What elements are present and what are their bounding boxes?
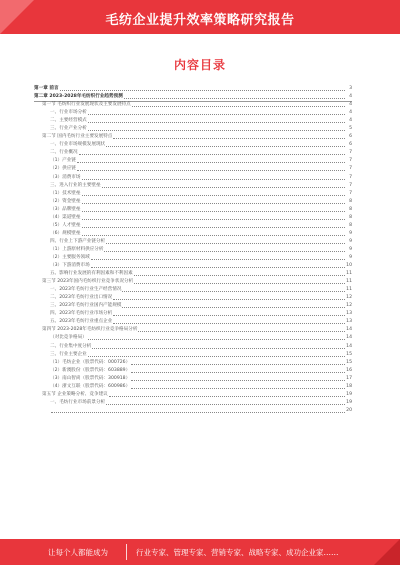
toc-leader-dots: [60, 87, 345, 91]
toc-entry-page: 14: [346, 335, 352, 341]
toc-entry-page: 8: [349, 206, 352, 212]
toc-entry-page: 12: [346, 303, 352, 309]
toc-entry-page: 7: [349, 158, 352, 164]
toc-entry-page: 12: [346, 295, 352, 301]
toc-entry-title: （3）下游消费市场: [50, 263, 90, 269]
toc-entry[interactable]: [34, 254, 352, 262]
report-title: 毛纺企业提升效率策略研究报告: [105, 13, 295, 28]
toc-entry[interactable]: [34, 230, 352, 238]
toc-leader-dots: [102, 184, 345, 188]
toc-entry[interactable]: [34, 190, 352, 198]
toc-entry[interactable]: [34, 85, 352, 93]
toc-entry[interactable]: [34, 407, 352, 415]
toc-entry-page: 7: [349, 166, 352, 172]
toc-entry-title: （3）消费市场: [50, 174, 81, 180]
toc-leader-dots: [82, 224, 346, 228]
toc-entry-title: 五、2023年毛纺行业重点企业: [50, 319, 113, 325]
toc-entry-title: 第五节 企业策略分析、竞争建议: [42, 391, 108, 397]
toc-entry-title: （1）上游原材料供应分析: [50, 246, 104, 252]
toc-leader-dots: [88, 353, 345, 357]
toc-entry-page: 4: [349, 110, 352, 116]
toc-entry-page: 19: [346, 391, 352, 397]
toc-entry-page: 7: [349, 190, 352, 196]
toc-entry-page: 6: [349, 134, 352, 140]
toc-entry[interactable]: [34, 165, 352, 173]
toc-entry-title: （4）浙文互联（股票代码：600986）: [50, 383, 131, 389]
toc-entry[interactable]: [34, 101, 352, 109]
toc-entry-title: 二、2023年毛纺行业出口情况: [50, 295, 113, 301]
toc-entry[interactable]: [34, 157, 352, 165]
toc-entry-title: （3）南山智尚（股票代码：300918）: [50, 375, 131, 381]
toc-entry[interactable]: [34, 367, 352, 375]
toc-entry-title: （4）渠道壁垒: [50, 214, 81, 220]
toc-entry[interactable]: [34, 391, 352, 399]
toc-entry-page: 19: [346, 399, 352, 405]
toc-entry-page: 17: [346, 375, 352, 381]
toc-entry[interactable]: [34, 278, 352, 286]
toc-leader-dots: [113, 312, 345, 316]
toc-entry-title: （2）资金壁垒: [50, 198, 81, 204]
toc-entry-title: 一、毛纺行业市场前景分析: [50, 399, 106, 405]
toc-entry-title: 第一节 毛纺织行业发展现状及主要发展特点: [42, 102, 131, 108]
toc-leader-dots: [104, 248, 345, 252]
toc-entry[interactable]: [34, 93, 352, 101]
toc-entry-page: 13: [346, 311, 352, 317]
toc-entry[interactable]: [34, 351, 352, 359]
toc-entry-page: 11: [346, 271, 352, 277]
toc-entry[interactable]: [34, 310, 352, 318]
toc-leader-dots: [106, 240, 345, 244]
toc-entry[interactable]: [34, 326, 352, 334]
toc-entry-page: 14: [346, 343, 352, 349]
toc-entry-page: 16: [346, 367, 352, 373]
toc-entry-page: 9: [349, 255, 352, 260]
toc-entry-page: 7: [349, 150, 352, 156]
toc-leader-dots: [82, 176, 346, 180]
toc-leader-dots: [131, 369, 345, 373]
footer-separator: [126, 544, 127, 560]
toc-entry-title: 三、2023年毛纺行业国内产能规模: [50, 303, 122, 309]
toc-entry[interactable]: [34, 198, 352, 206]
toc-leader-dots: [77, 167, 345, 171]
toc-leader-dots: [82, 232, 346, 236]
toc-entry-page: 11: [346, 279, 352, 285]
toc-leader-dots: [88, 336, 345, 340]
toc-entry-title: 第一章 前言: [34, 86, 59, 92]
toc-entry-title: 第三节 2023年国内毛纺织行业竞争状况分析: [42, 279, 134, 285]
footer-slogan-left: 让每个人都能成为: [48, 548, 108, 557]
toc-entry-page: 10: [346, 263, 352, 269]
toc-leader-dots: [134, 272, 345, 276]
toc-entry-title: 第二节 国内毛纺行业主要发展特点: [42, 134, 113, 140]
toc-leader-dots: [122, 304, 345, 308]
toc-leader-dots: [131, 377, 345, 381]
toc-entry[interactable]: [34, 182, 352, 190]
toc-entry-page: 6: [349, 142, 352, 148]
toc-entry-page: 9: [349, 238, 352, 244]
toc-leader-dots: [88, 119, 345, 123]
toc-entry-page: 7: [349, 174, 352, 180]
toc-entry-page: 4: [349, 102, 352, 108]
toc-entry[interactable]: [34, 270, 352, 278]
toc-entry[interactable]: [34, 318, 352, 326]
toc-entry[interactable]: [34, 206, 352, 214]
toc-leader-dots: [82, 192, 346, 196]
toc-entry-title: （2）供应链: [50, 166, 76, 172]
toc-leader-dots: [82, 216, 346, 220]
toc-entry[interactable]: [34, 334, 352, 342]
toc-entry[interactable]: [34, 238, 352, 246]
toc-entry[interactable]: [34, 222, 352, 230]
toc-entry[interactable]: [34, 133, 352, 141]
footer-slogan-right: 行业专家、管理专家、营销专家、战略专家、成功企业家……: [136, 548, 339, 557]
toc-leader-dots: [113, 135, 345, 139]
toc-entry-title: （1）产业链: [50, 158, 76, 164]
toc-entry[interactable]: [34, 286, 352, 294]
toc-leader-dots: [106, 143, 345, 147]
toc-entry-page: 15: [346, 359, 352, 365]
toc-entry[interactable]: [34, 294, 352, 302]
toc-leader-dots: [109, 393, 345, 397]
toc-entry[interactable]: [34, 302, 352, 310]
toc-entry-title: （6）规模壁垒: [50, 230, 81, 236]
toc-leader-dots: [106, 401, 345, 405]
toc-entry-page: 4: [349, 94, 352, 100]
toc-entry[interactable]: [34, 343, 352, 351]
toc-entry-title: （1）毛纺企业（股票代码：000726）: [50, 359, 131, 365]
toc-leader-dots: [82, 208, 346, 212]
toc-entry-title: 二、行业概况: [50, 150, 78, 156]
toc-entry[interactable]: [34, 375, 352, 383]
toc-leader-dots: [88, 127, 345, 131]
toc-leader-dots: [51, 409, 345, 413]
toc-leader-dots: [91, 264, 345, 268]
toc-entry[interactable]: [34, 246, 352, 254]
toc-leader-dots: [77, 159, 345, 163]
toc-leader-dots: [88, 111, 345, 115]
toc-entry-title: 一、行业市场分析: [50, 110, 87, 116]
toc-entry[interactable]: [34, 214, 352, 222]
page-footer-banner: [0, 539, 400, 565]
toc-entry-page: 14: [346, 327, 352, 333]
toc-leader-dots: [92, 345, 345, 349]
toc-entry-title: （3）品牌壁垒: [50, 206, 81, 212]
toc-leader-dots: [91, 256, 345, 260]
toc-leader-dots: [138, 328, 345, 332]
toc-entry-title: （对比竞争格局）: [50, 335, 87, 341]
table-of-contents: [34, 85, 352, 415]
toc-entry[interactable]: [34, 125, 352, 133]
toc-entry-page: 8: [349, 222, 352, 228]
toc-entry[interactable]: [34, 383, 352, 391]
toc-entry-title: 三、行业主要企业: [50, 351, 87, 357]
toc-leader-dots: [113, 296, 345, 300]
toc-entry-title: 一、2023年毛纺行业生产经营情况: [50, 287, 122, 293]
toc-entry-title: 四、2023年毛纺行业市场分析: [50, 311, 113, 317]
toc-entry-title: 三、进入行业的主要壁垒: [50, 182, 101, 188]
toc-entry-title: （2）新澳股份（股票代码：603889）: [50, 367, 131, 373]
toc-entry-title: 五、影响行业发展的有利因素和不利因素: [50, 271, 133, 277]
toc-entry[interactable]: [34, 399, 352, 407]
toc-leader-dots: [122, 288, 345, 292]
toc-entry-title: （1）技术壁垒: [50, 190, 81, 196]
page-header-banner: [0, 0, 400, 34]
toc-leader-dots: [134, 280, 345, 284]
toc-entry-page: 15: [346, 351, 352, 357]
toc-entry[interactable]: [34, 149, 352, 157]
toc-entry-title: 二、行业集中度分析: [50, 343, 92, 349]
toc-leader-dots: [131, 361, 345, 365]
toc-entry[interactable]: [34, 174, 352, 182]
toc-entry[interactable]: [34, 117, 352, 125]
toc-entry-title: 二、主要经营模式: [50, 118, 87, 124]
toc-leader-dots: [132, 103, 345, 107]
toc-entry-page: 20: [346, 407, 352, 413]
toc-entry-page: 8: [349, 214, 352, 220]
toc-entry-title: （2）主要服务领域: [50, 255, 90, 260]
toc-entry-page: 3: [349, 86, 352, 92]
toc-entry[interactable]: [34, 109, 352, 117]
toc-leader-dots: [131, 385, 345, 389]
toc-entry-page: 18: [346, 383, 352, 389]
toc-entry-title: 第四节 2023-2028年毛纺织行业竞争格局分析: [42, 327, 138, 333]
toc-entry-title: 一、行业市场规模发展现状: [50, 142, 106, 148]
toc-entry-page: 9: [349, 246, 352, 252]
toc-entry-title: （5）人才壁垒: [50, 222, 81, 228]
toc-entry-page: 13: [346, 319, 352, 325]
toc-entry-title: 四、行业上下游产业链分析: [50, 238, 106, 244]
toc-entry-page: 8: [349, 198, 352, 204]
toc-entry-page: 4: [349, 118, 352, 124]
toc-leader-dots: [82, 200, 346, 204]
toc-entry-page: 9: [349, 230, 352, 236]
toc-leader-dots: [79, 151, 345, 155]
toc-entry[interactable]: [34, 141, 352, 149]
footer-decoration: [374, 539, 400, 565]
toc-entry-page: 7: [349, 182, 352, 188]
toc-entry-title: 第二章 2023-2028年毛纺织行业趋势预测: [34, 94, 123, 100]
toc-entry-page: 11: [346, 287, 352, 293]
toc-leader-dots: [113, 320, 345, 324]
toc-heading: 内容目录: [173, 58, 226, 72]
toc-entry-title: 三、行业产业分析: [50, 126, 87, 132]
toc-entry[interactable]: [34, 359, 352, 367]
toc-leader-dots: [124, 95, 345, 99]
toc-entry[interactable]: [34, 262, 352, 270]
toc-entry-page: 5: [349, 126, 352, 132]
